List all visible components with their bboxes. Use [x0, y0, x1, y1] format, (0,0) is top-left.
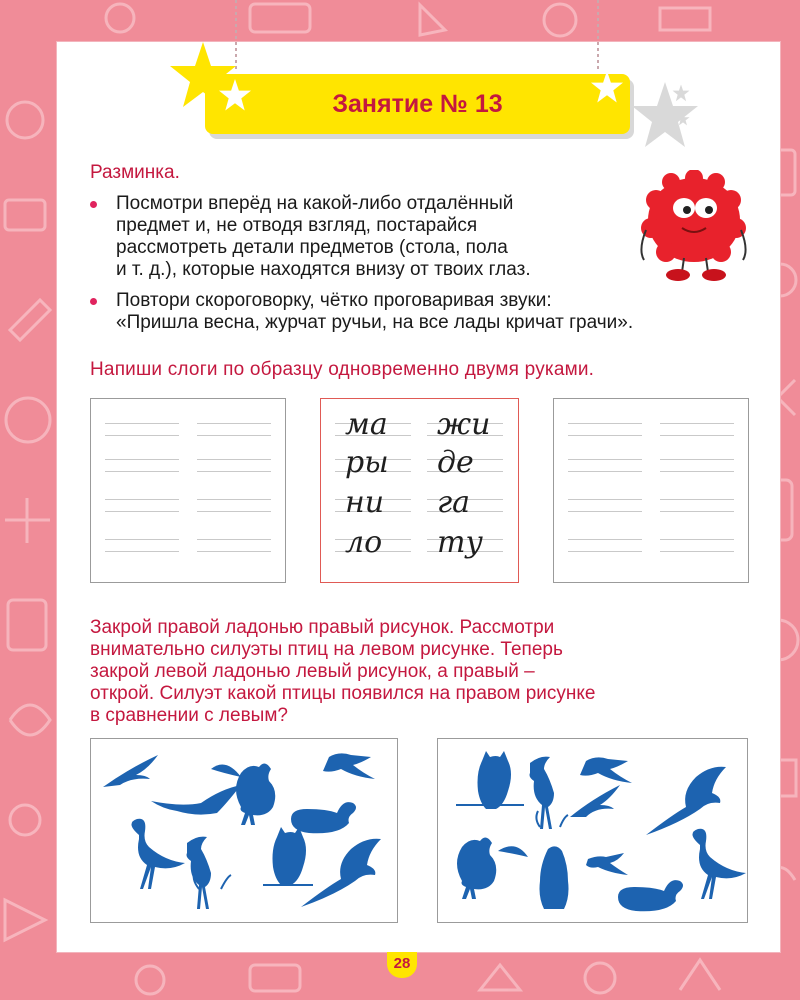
flying-duck-silhouette	[586, 853, 628, 875]
star-icon	[590, 70, 624, 104]
heron-silhouette	[131, 819, 185, 889]
star-icon	[672, 84, 690, 102]
lesson-title: Занятие № 13	[332, 89, 503, 118]
heron-silhouette	[692, 829, 746, 899]
fluffy-monster-mascot	[636, 170, 756, 285]
sample-syllables-box	[320, 398, 519, 583]
rooster-silhouette	[457, 837, 496, 899]
bullet-text: Посмотри вперёд на какой-либо отдалённый предмет и, не отводя взгляд, постарайся рассмотреть детали предметов (стола, пола и т. д.), которые находятся внизу от твоих глаз.	[116, 193, 531, 280]
left-writing-box[interactable]	[90, 398, 286, 583]
penguin-silhouette	[540, 846, 569, 909]
swimming-duck-silhouette	[618, 880, 683, 911]
syllable: га	[437, 485, 471, 520]
syllable: ни	[345, 485, 385, 520]
rooster-silhouette	[236, 763, 275, 825]
bullet-text: Повтори скороговорку, чётко проговаривая звуки: «Пришла весна, журчат ручьи, на все лады кричат грачи».	[116, 290, 634, 333]
right-birds-picture	[437, 738, 748, 923]
right-writing-box[interactable]	[553, 398, 749, 583]
list-item	[90, 193, 630, 283]
bullet-dot	[90, 298, 97, 305]
list-item	[90, 290, 770, 336]
star-icon	[218, 78, 252, 112]
gliding-bird-silhouette	[151, 785, 241, 815]
syllable: ма	[345, 407, 388, 442]
star-icon	[676, 112, 690, 126]
owl-silhouette	[273, 827, 307, 885]
bird-task-instruction: Закрой правой ладонью правый рисунок. Рассмотри внимательно силуэты птиц на левом рисунке. Теперь закрой левой ладонью левый рисунок, а правый – открой. Силуэт какой птицы появился на правом рисунке в сравнении с левым?	[90, 617, 596, 726]
bird-silhouettes-right	[438, 739, 747, 922]
warmup-heading: Разминка.	[90, 162, 180, 183]
bird-silhouettes-left	[91, 739, 397, 922]
syllable: ту	[437, 525, 483, 560]
syllable: ры	[345, 445, 389, 480]
egret-silhouette	[187, 837, 212, 909]
egret-silhouette	[530, 757, 555, 829]
swallow-silhouette	[570, 785, 620, 817]
left-birds-picture	[90, 738, 398, 923]
syllable: жи	[437, 407, 491, 442]
syllable: де	[437, 445, 474, 480]
flying-duck-silhouette	[580, 757, 632, 783]
swallow-silhouette	[103, 755, 158, 787]
eagle-silhouette	[301, 839, 381, 907]
eagle-silhouette	[646, 767, 726, 835]
syllable: ло	[345, 525, 383, 560]
flying-duck-silhouette	[323, 753, 375, 779]
bullet-dot	[90, 201, 97, 208]
lesson-banner	[205, 74, 630, 134]
writing-task-instruction: Напиши слоги по образцу одновременно двумя руками.	[90, 359, 595, 380]
page-number: 28	[387, 952, 417, 978]
owl-silhouette	[478, 751, 512, 809]
swimming-duck-silhouette	[291, 802, 356, 833]
